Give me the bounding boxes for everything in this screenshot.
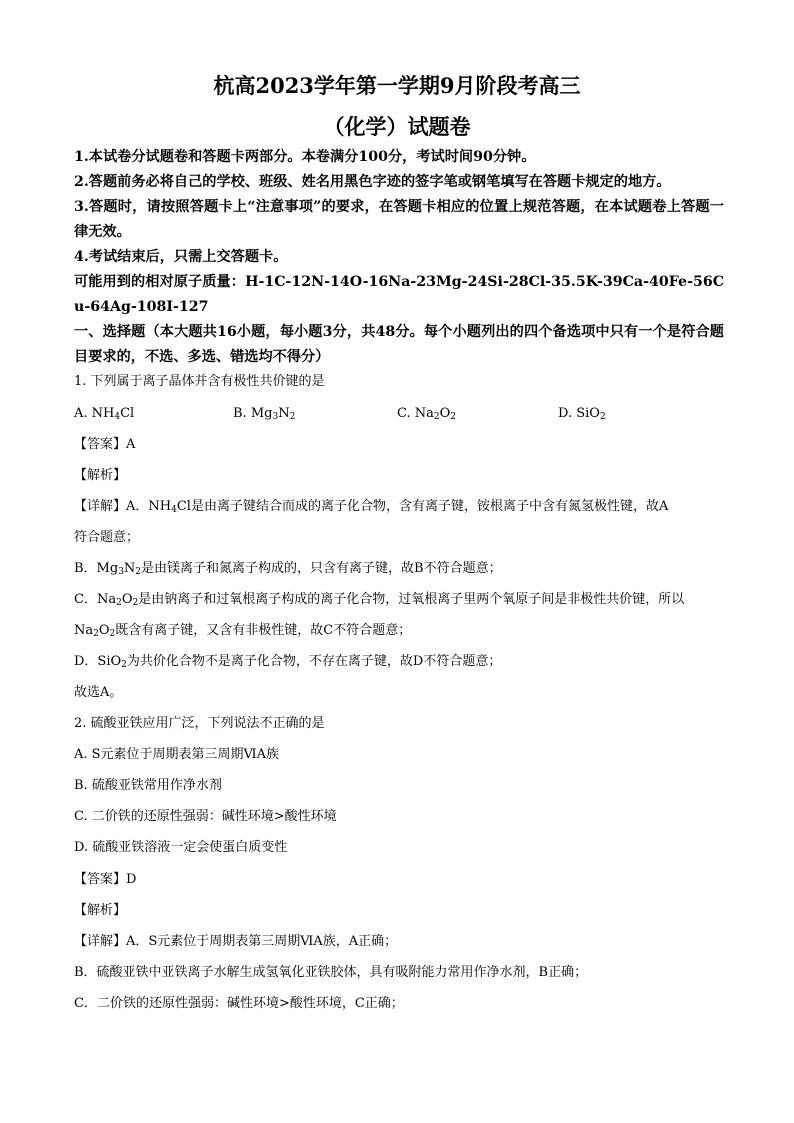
instruction-3: 3.答题时，请按照答题卡上“注意事项”的要求，在答题卡相应的位置上规范答题，在本试题卷上答题一律无效。 — [74, 199, 724, 240]
q1-detail-c-cont: $Na_2O_2$既含有离子键，又含有非极性键，故C不符合题意； — [74, 623, 412, 639]
instruction-2: 2.答题前务必将自己的学校、班级、姓名用黑色字迹的签字笔或钢笔填写在答题卡规定的地方。 — [74, 174, 671, 190]
atomic-mass-note: 可能用到的相对原子质量：H-1C-12N-14O-16Na-23Mg-24Si-28Cl-35.5K-39Ca-40Fe-56Cu-64Ag-108I-127 — [74, 274, 724, 315]
q2-option-c: C. 二价铁的还原性强弱：碱性环境>酸性环境 — [74, 809, 337, 824]
exam-subtitle: （化学）试题卷 — [323, 114, 471, 139]
q1-detail-a: 【详解】A．$NH_4Cl$是由离子键结合而成的离子化合物，含有离子键，铵根离子中含有氮氢极性键，故A — [74, 499, 669, 515]
q1-option-d: D. SiO$_2$ — [558, 406, 606, 422]
q1-stem: 1. 下列属于离子晶体并含有极性共价键的是 — [74, 374, 325, 389]
instruction-1: 1.本试卷分试题卷和答题卡两部分。本卷满分100分，考试时间90分钟。 — [74, 149, 536, 165]
q1-option-c: C. $Na_2O_2$ — [397, 406, 457, 422]
q2-detail-c: C．二价铁的还原性强弱：碱性环境>酸性环境，C正确； — [74, 996, 404, 1011]
instruction-4: 4.考试结束后，只需上交答题卡。 — [74, 249, 288, 265]
q1-detail-a-cont: 符合题意； — [74, 530, 140, 545]
q2-analysis-label: 【解析】 — [74, 903, 127, 918]
q1-detail-d: D．SiO$_2$为共价化合物不是离子化合物，不存在离子键，故D不符合题意； — [74, 654, 502, 670]
q2-stem: 2. 硫酸亚铁应用广泛，下列说法不正确的是 — [74, 716, 325, 731]
q2-option-d: D. 硫酸亚铁溶液一定会使蛋白质变性 — [74, 840, 288, 855]
q2-detail-a: 【详解】A．S元素位于周期表第三周期ⅥA族，A正确； — [74, 934, 398, 949]
q2-detail-b: B．硫酸亚铁中亚铁离子水解生成氢氧化亚铁胶体，具有吸附能力常用作净水剂，B正确； — [74, 965, 588, 980]
exam-title: 杭高2023学年第一学期9月阶段考高三 — [213, 73, 581, 98]
q1-option-a: A. $NH_4Cl$ — [74, 406, 135, 422]
q1-analysis-label: 【解析】 — [74, 468, 127, 483]
q1-option-b: B. $Mg_3N_2$ — [233, 406, 296, 422]
section-one-heading: 一、选择题（本大题共16小题，每小题3分，共48分。每个小题列出的四个备选项中只有一个是符合题目要求的，不选、多选、错选均不得分） — [74, 324, 724, 365]
q2-option-a: A. S元素位于周期表第三周期ⅥA族 — [74, 747, 280, 762]
q1-conclusion: 故选A。 — [74, 685, 123, 700]
q1-detail-c: C．$Na_2O_2$是由钠离子和过氧根离子构成的离子化合物，过氧根离子里两个氧原子间是非极性共价键，所以 — [74, 592, 685, 608]
q1-answer: 【答案】A — [74, 437, 136, 452]
q1-detail-b: B．$Mg_3N_2$是由镁离子和氮离子构成的，只含有离子键，故B不符合题意； — [74, 561, 502, 577]
q2-answer: 【答案】D — [74, 872, 137, 887]
q2-option-b: B. 硫酸亚铁常用作净水剂 — [74, 778, 222, 793]
